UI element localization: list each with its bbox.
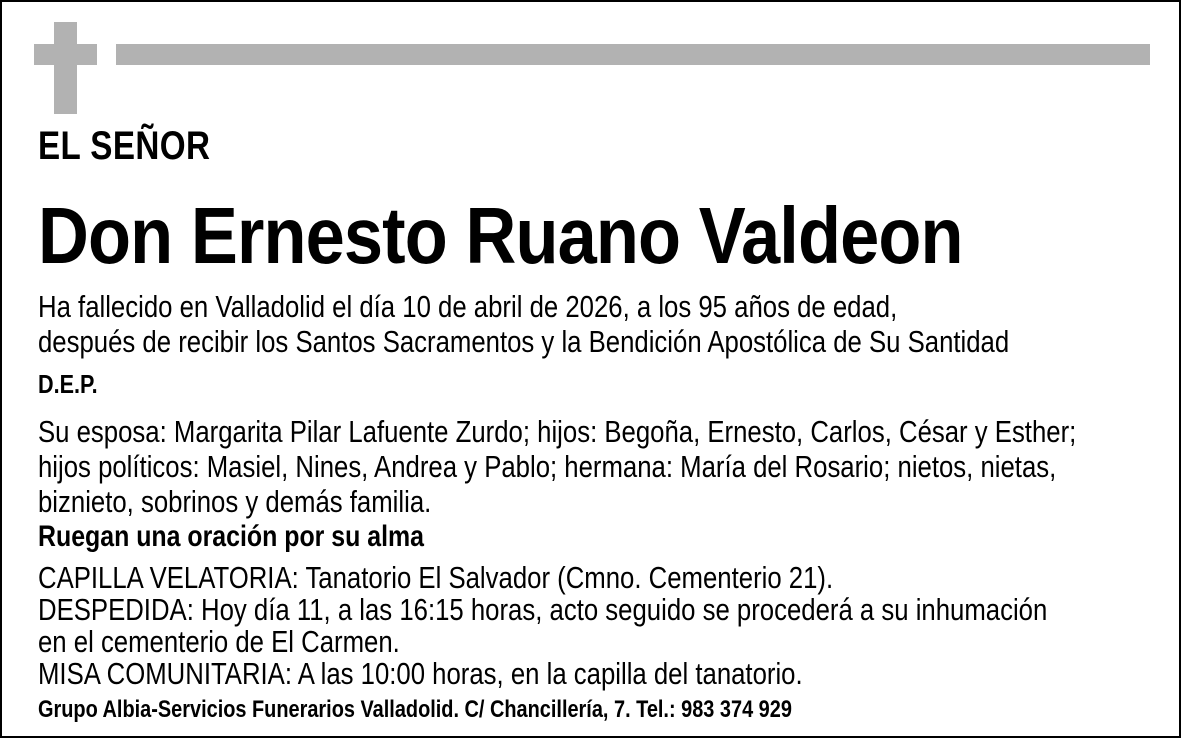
family-list — [38, 414, 1076, 519]
family-line: hijos políticos: Masiel, Nines, Andrea y Pablo; hermana: María del Rosario; nietos, nietas, — [38, 449, 1057, 484]
family-line: Su esposa: Margarita Pilar Lafuente Zurdo; hijos: Begoña, Ernesto, Carlos, César y Esther; — [38, 414, 1077, 449]
cross-icon-vertical-bar — [54, 22, 77, 114]
honorific-title: EL SEÑOR — [38, 124, 211, 168]
header-rule — [116, 44, 1150, 65]
death-announcement — [38, 289, 1009, 359]
service-line-capilla: CAPILLA VELATORIA: Tanatorio El Salvador (Cmno. Cementerio 21). — [38, 560, 834, 595]
cross-icon-horizontal-bar — [34, 44, 97, 65]
service-details — [38, 562, 1047, 690]
service-line-misa: MISA COMUNITARIA: A las 10:00 horas, en la capilla del tanatorio. — [38, 656, 803, 691]
service-line-despedida-cont: en el cementerio de El Carmen. — [38, 624, 400, 659]
rip-abbreviation: D.E.P. — [38, 369, 98, 399]
family-line: biznieto, sobrinos y demás familia. — [38, 484, 432, 519]
announcement-line: después de recibir los Santos Sacramentos y la Bendición Apostólica de Su Santidad — [38, 324, 1010, 359]
announcement-line: Ha fallecido en Valladolid el día 10 de abril de 2026, a los 95 años de edad, — [38, 289, 898, 324]
service-line-despedida: DESPEDIDA: Hoy día 11, a las 16:15 horas, acto seguido se procederá a su inhumación — [38, 592, 1048, 627]
funeral-home-info: Grupo Albia-Servicios Funerarios Valladolid. C/ Chancillería, 7. Tel.: 983 374 929 — [38, 696, 792, 723]
deceased-name: Don Ernesto Ruano Valdeon — [38, 191, 963, 280]
prayer-request: Ruegan una oración por su alma — [38, 520, 425, 553]
